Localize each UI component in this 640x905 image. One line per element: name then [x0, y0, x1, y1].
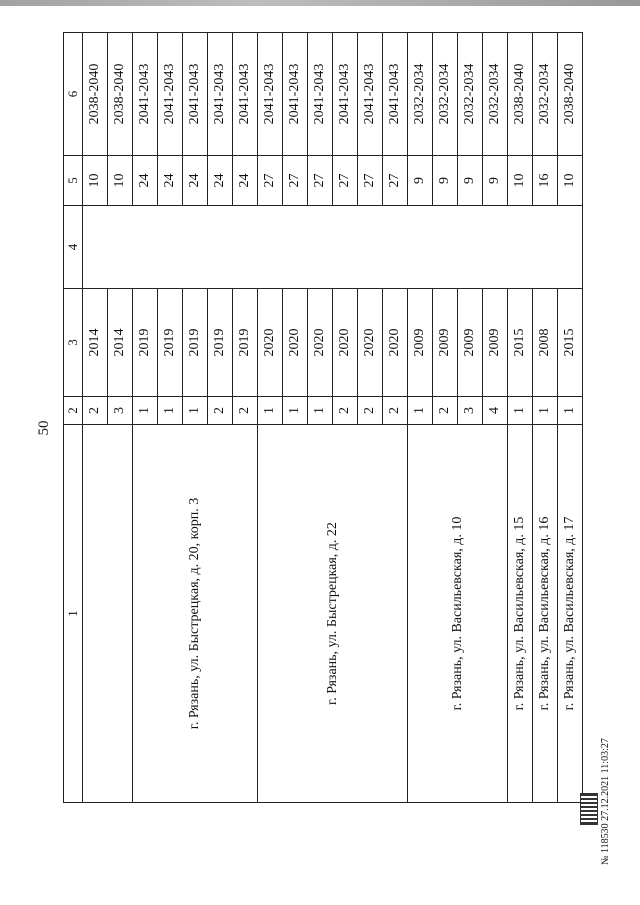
cell-floors: 9 — [483, 156, 508, 206]
cell-floors: 10 — [508, 156, 533, 206]
cell-entrance: 2 — [383, 397, 408, 425]
cell-year: 2020 — [383, 289, 408, 397]
table-row — [533, 33, 558, 803]
cell-period: 2041-2043 — [283, 33, 308, 156]
cell-floors: 27 — [383, 156, 408, 206]
cell-period: 2038-2040 — [83, 33, 108, 156]
cell-entrance: 1 — [308, 397, 333, 425]
table-row — [83, 33, 108, 803]
cell-floors: 27 — [333, 156, 358, 206]
header-cell: 2 — [64, 397, 83, 425]
cell-period: 2038-2040 — [108, 33, 133, 156]
cell-entrance: 1 — [558, 397, 583, 425]
cell-floors: 9 — [408, 156, 433, 206]
cell-period: 2041-2043 — [308, 33, 333, 156]
cell-floors: 10 — [83, 156, 108, 206]
table-row — [508, 33, 533, 803]
cell-year: 2020 — [333, 289, 358, 397]
cell-period: 2032-2034 — [408, 33, 433, 156]
cell-entrance: 1 — [283, 397, 308, 425]
cell-year: 2009 — [433, 289, 458, 397]
cell-entrance: 1 — [183, 397, 208, 425]
cell-entrance: 2 — [233, 397, 258, 425]
cell-entrance: 1 — [258, 397, 283, 425]
cell-period: 2038-2040 — [558, 33, 583, 156]
cell-floors: 24 — [133, 156, 158, 206]
cell-period: 2032-2034 — [433, 33, 458, 156]
cell-year: 2009 — [483, 289, 508, 397]
cell-entrance: 4 — [483, 397, 508, 425]
cell-year: 2009 — [458, 289, 483, 397]
header-cell: 4 — [64, 206, 83, 289]
cell-year: 2020 — [358, 289, 383, 397]
header-cell: 5 — [64, 156, 83, 206]
cell-period: 2041-2043 — [383, 33, 408, 156]
cell-year: 2020 — [283, 289, 308, 397]
cell-floors: 24 — [233, 156, 258, 206]
address-cell: г. Рязань, ул. Быстрецкая, д. 20, корп. 3 — [133, 425, 258, 803]
cell-floors: 27 — [283, 156, 308, 206]
cell-year: 2019 — [133, 289, 158, 397]
cell-year: 2009 — [408, 289, 433, 397]
address-cell — [83, 425, 133, 803]
address-cell: г. Рязань, ул. Васильевская, д. 15 — [508, 425, 533, 803]
page-number: 50 — [36, 420, 52, 436]
registration-note: № 118530 27.12.2021 11:03:27 — [600, 738, 611, 865]
rotated-table-container — [63, 33, 576, 803]
cell-floors: 10 — [558, 156, 583, 206]
cell-year: 2019 — [158, 289, 183, 397]
cell-floors: 9 — [433, 156, 458, 206]
cell-year: 2008 — [533, 289, 558, 397]
cell-entrance: 2 — [208, 397, 233, 425]
cell-entrance: 2 — [433, 397, 458, 425]
table-row — [258, 33, 283, 803]
cell-entrance: 2 — [358, 397, 383, 425]
barcode-stamp — [580, 793, 598, 825]
schedule-table — [63, 32, 583, 803]
cell-entrance: 3 — [108, 397, 133, 425]
cell-year: 2019 — [208, 289, 233, 397]
cell-period: 2041-2043 — [358, 33, 383, 156]
cell-period: 2041-2043 — [233, 33, 258, 156]
address-cell: г. Рязань, ул. Васильевская, д. 10 — [408, 425, 508, 803]
cell-floors: 9 — [458, 156, 483, 206]
cell-period: 2041-2043 — [183, 33, 208, 156]
cell-entrance: 2 — [83, 397, 108, 425]
table-row — [133, 33, 158, 803]
cell-entrance: 3 — [458, 397, 483, 425]
cell-entrance: 1 — [133, 397, 158, 425]
cell-year: 2020 — [308, 289, 333, 397]
cell-entrance: 1 — [158, 397, 183, 425]
cell-period: 2041-2043 — [133, 33, 158, 156]
cell-period: 2032-2034 — [483, 33, 508, 156]
cell-year: 2015 — [558, 289, 583, 397]
cell-year: 2014 — [108, 289, 133, 397]
header-cell: 1 — [64, 425, 83, 803]
header-cell: 3 — [64, 289, 83, 397]
cell-floors: 24 — [183, 156, 208, 206]
scan-top-edge — [0, 0, 640, 6]
cell-year: 2020 — [258, 289, 283, 397]
cell-year: 2019 — [233, 289, 258, 397]
cell-floors: 27 — [308, 156, 333, 206]
cell-entrance: 1 — [508, 397, 533, 425]
cell-period: 2032-2034 — [458, 33, 483, 156]
cell-floors: 24 — [158, 156, 183, 206]
table-row — [408, 33, 433, 803]
cell-period: 2038-2040 — [508, 33, 533, 156]
cell-period: 2032-2034 — [533, 33, 558, 156]
table-row — [558, 33, 583, 803]
table-header-row — [64, 33, 83, 803]
cell-floors: 10 — [108, 156, 133, 206]
cell-entrance: 1 — [533, 397, 558, 425]
cell-floors: 27 — [258, 156, 283, 206]
header-cell: 6 — [64, 33, 83, 156]
cell-floors: 27 — [358, 156, 383, 206]
cell-year: 2015 — [508, 289, 533, 397]
cell-col4 — [83, 206, 583, 289]
cell-period: 2041-2043 — [258, 33, 283, 156]
cell-floors: 16 — [533, 156, 558, 206]
cell-entrance: 1 — [408, 397, 433, 425]
cell-period: 2041-2043 — [333, 33, 358, 156]
address-cell: г. Рязань, ул. Васильевская, д. 16 — [533, 425, 558, 803]
address-cell: г. Рязань, ул. Васильевская, д. 17 — [558, 425, 583, 803]
cell-entrance: 2 — [333, 397, 358, 425]
cell-year: 2019 — [183, 289, 208, 397]
cell-floors: 24 — [208, 156, 233, 206]
cell-period: 2041-2043 — [158, 33, 183, 156]
cell-year: 2014 — [83, 289, 108, 397]
address-cell: г. Рязань, ул. Быстрецкая, д. 22 — [258, 425, 408, 803]
cell-period: 2041-2043 — [208, 33, 233, 156]
